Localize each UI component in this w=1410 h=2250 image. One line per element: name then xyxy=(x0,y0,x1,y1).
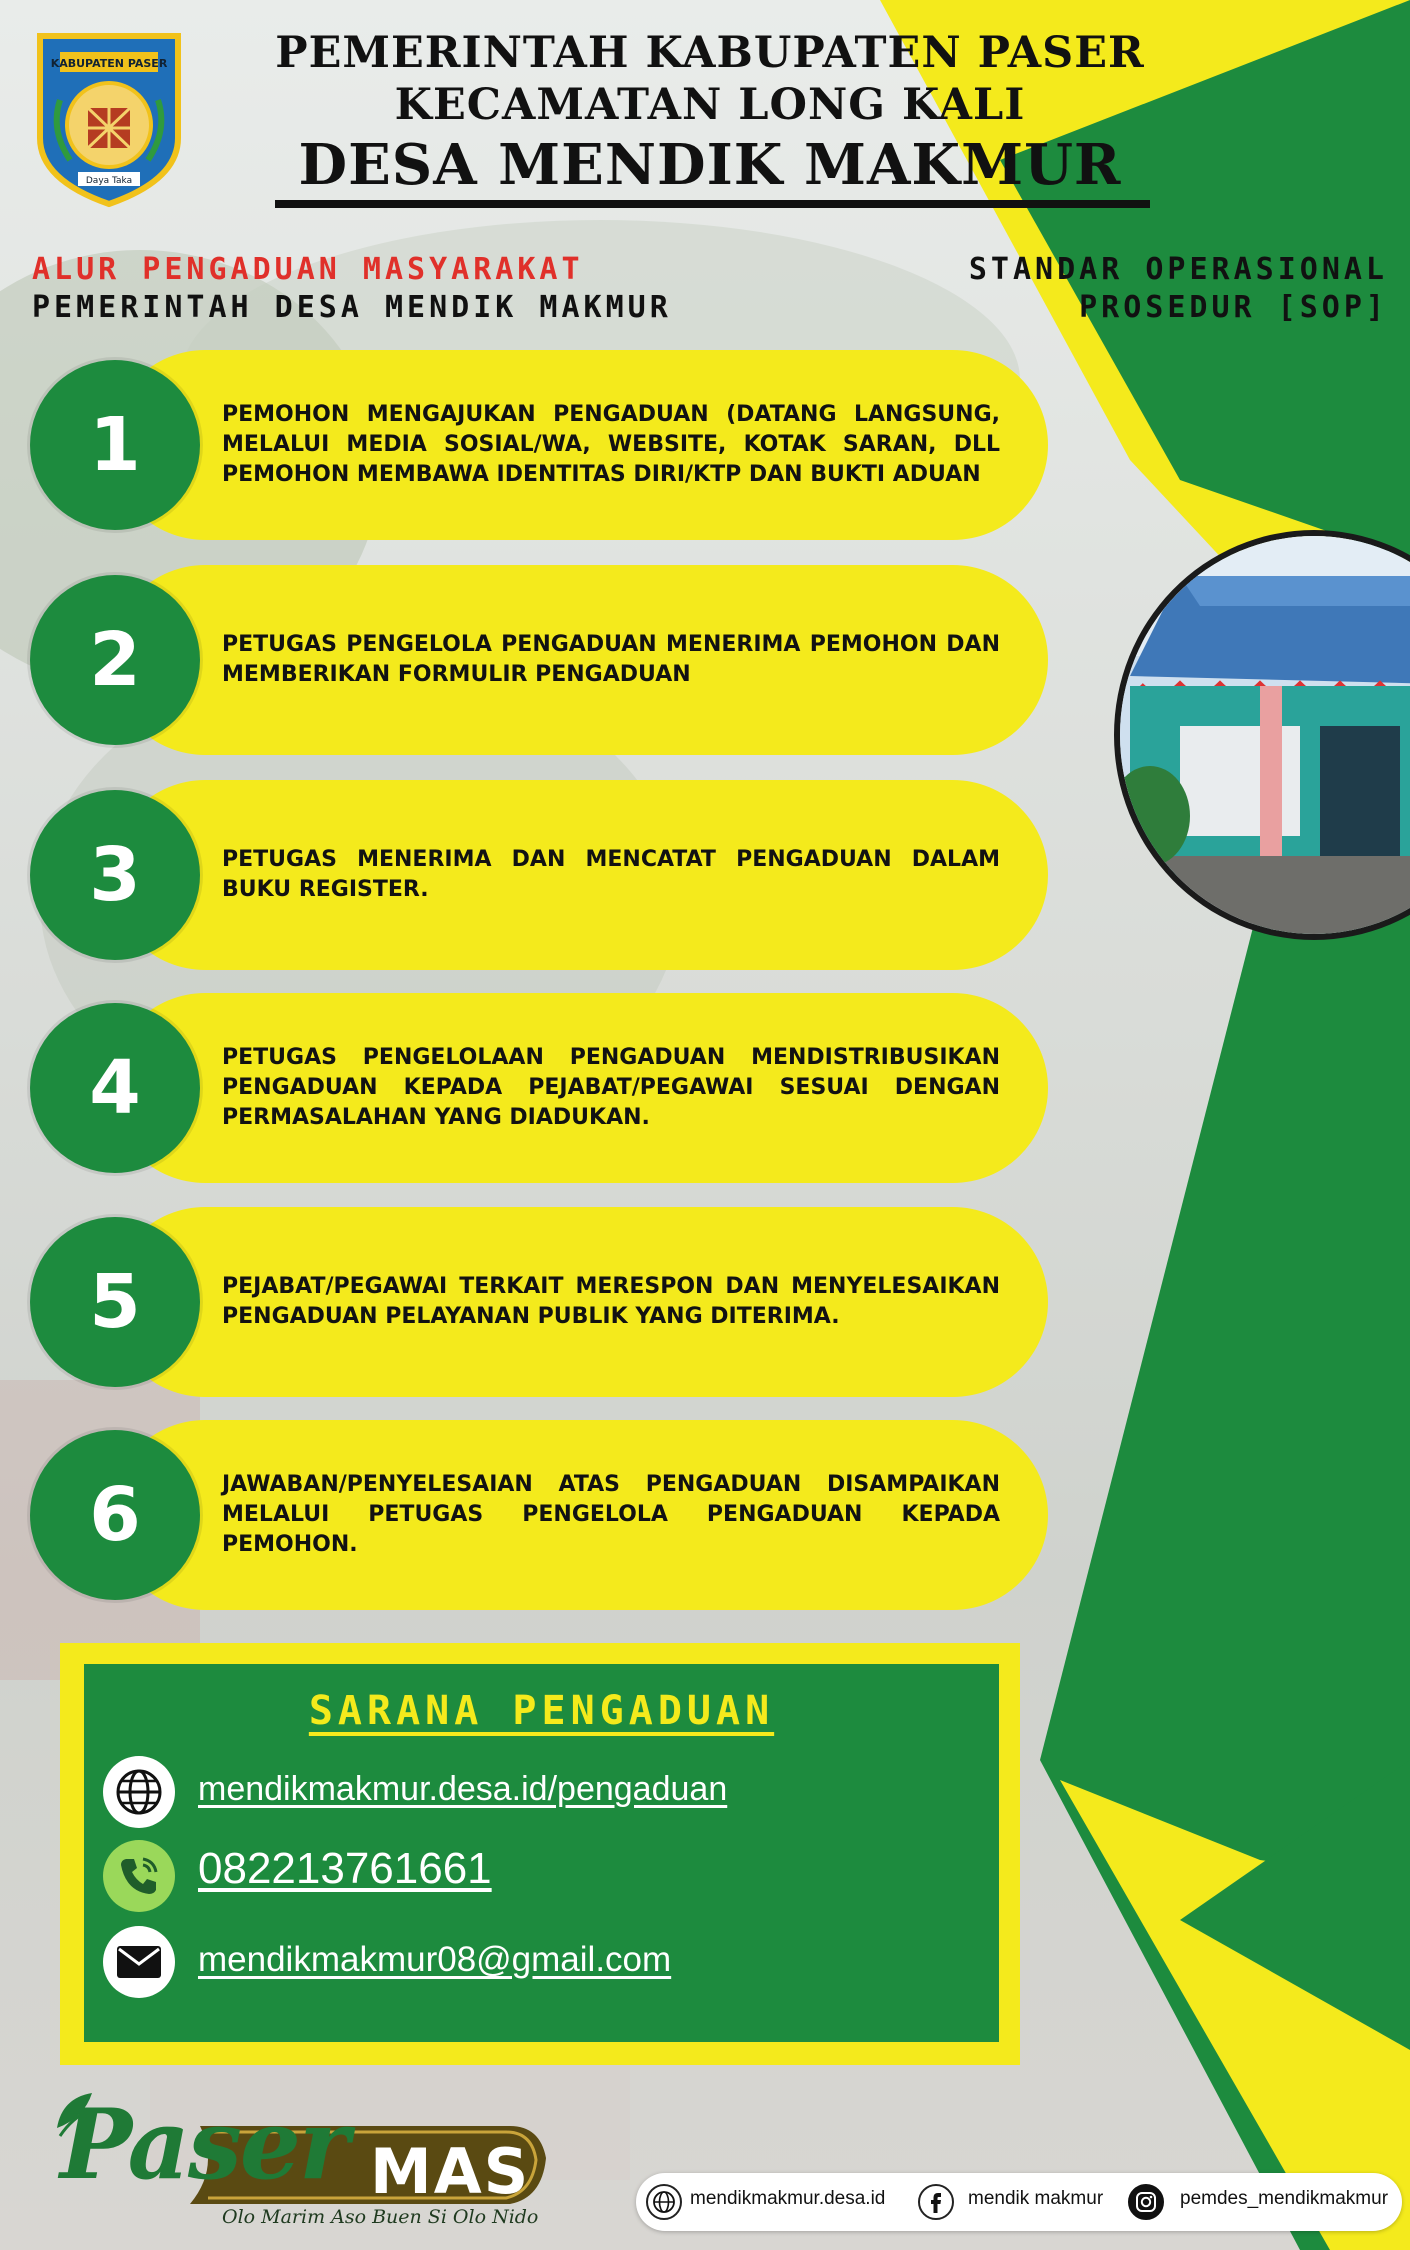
subtitle-sop-2: PROSEDUR [SOP] xyxy=(1079,290,1388,325)
phone-number[interactable]: 082213761661 xyxy=(198,1844,492,1893)
step-text-5: PEJABAT/PEGAWAI TERKAIT MERESPON DAN MENYELESAIKAN PENGADUAN PELAYANAN PUBLIK YANG DITERIMA. xyxy=(222,1274,1000,1329)
step-number-5: 5 xyxy=(30,1217,200,1387)
step-card-1 xyxy=(110,350,1048,540)
step-card-4 xyxy=(110,993,1048,1183)
step-text-2: PETUGAS PENGELOLA PENGADUAN MENERIMA PEMOHON DAN MEMBERIKAN FORMULIR PENGADUAN xyxy=(222,632,1000,687)
header-line-3: DESA MENDIK MAKMUR xyxy=(298,132,1122,198)
step-number-1: 1 xyxy=(30,360,200,530)
step-card-2 xyxy=(110,565,1048,755)
step-card-6 xyxy=(110,1420,1048,1610)
step-text-6: JAWABAN/PENYELESAIAN ATAS PENGADUAN DISAMPAIKAN MELALUI PETUGAS PENGELOLA PENGADUAN KEPADA PEMOHON. xyxy=(222,1472,1000,1557)
subtitle-alur: ALUR PENGADUAN MASYARAKAT xyxy=(32,252,584,287)
brand-mas: MAS xyxy=(370,2135,531,2208)
step-text-1: PEMOHON MENGAJUKAN PENGADUAN (DATANG LANGSUNG, MELALUI MEDIA SOSIAL/WA, WEBSITE, KOTAK SARAN, DLL PEMOHON MEMBAWA IDENTITAS DIRI/KTP DAN BUKTI ADUAN xyxy=(222,402,1000,487)
instagram-icon xyxy=(1128,2184,1164,2220)
kabupaten-paser-logo xyxy=(30,30,188,208)
step-card-3 xyxy=(110,780,1048,970)
sarana-title: SARANA PENGADUAN xyxy=(308,1688,775,1734)
step-number-4: 4 xyxy=(30,1003,200,1173)
svg-text:KABUPATEN PASER: KABUPATEN PASER xyxy=(50,57,168,70)
step-number-2: 2 xyxy=(30,575,200,745)
step-number-6: 6 xyxy=(30,1430,200,1600)
step-card-5 xyxy=(110,1207,1048,1397)
step-text-4: PETUGAS PENGELOLAAN PENGADUAN MENDISTRIBUSIKAN PENGADUAN KEPADA PEJABAT/PEGAWAI SESUAI DENGAN PERMASALAHAN YANG DIADUKAN. xyxy=(222,1045,1000,1130)
phone-icon xyxy=(103,1840,175,1912)
website-link[interactable]: mendikmakmur.desa.id/pengaduan xyxy=(198,1770,728,1808)
globe-icon xyxy=(103,1756,175,1828)
header-line-2: KECAMATAN LONG KALI xyxy=(394,80,1026,130)
footer-facebook[interactable]: mendik makmur xyxy=(968,2188,1104,2209)
email-link[interactable]: mendikmakmur08@gmail.com xyxy=(198,1940,672,1979)
email-icon xyxy=(103,1926,175,1998)
subtitle-sop-1: STANDAR OPERASIONAL xyxy=(968,252,1388,287)
header-divider xyxy=(275,200,1150,208)
globe-icon xyxy=(646,2184,682,2220)
footer-instagram[interactable]: pemdes_mendikmakmur xyxy=(1180,2188,1389,2209)
step-text-3: PETUGAS MENERIMA DAN MENCATAT PENGADUAN DALAM BUKU REGISTER. xyxy=(222,847,1000,902)
brand-paser: Paser xyxy=(60,2088,348,2201)
header-line-1: PEMERINTAH KABUPATEN PASER xyxy=(275,28,1145,78)
svg-text:Daya Taka: Daya Taka xyxy=(85,176,133,186)
brand-tagline: Olo Marim Aso Buen Si Olo Nido xyxy=(222,2206,539,2228)
footer-website[interactable]: mendikmakmur.desa.id xyxy=(690,2188,886,2209)
step-number-3: 3 xyxy=(30,790,200,960)
subtitle-pemerintah: PEMERINTAH DESA MENDIK MAKMUR xyxy=(32,290,672,325)
facebook-icon xyxy=(918,2184,954,2220)
